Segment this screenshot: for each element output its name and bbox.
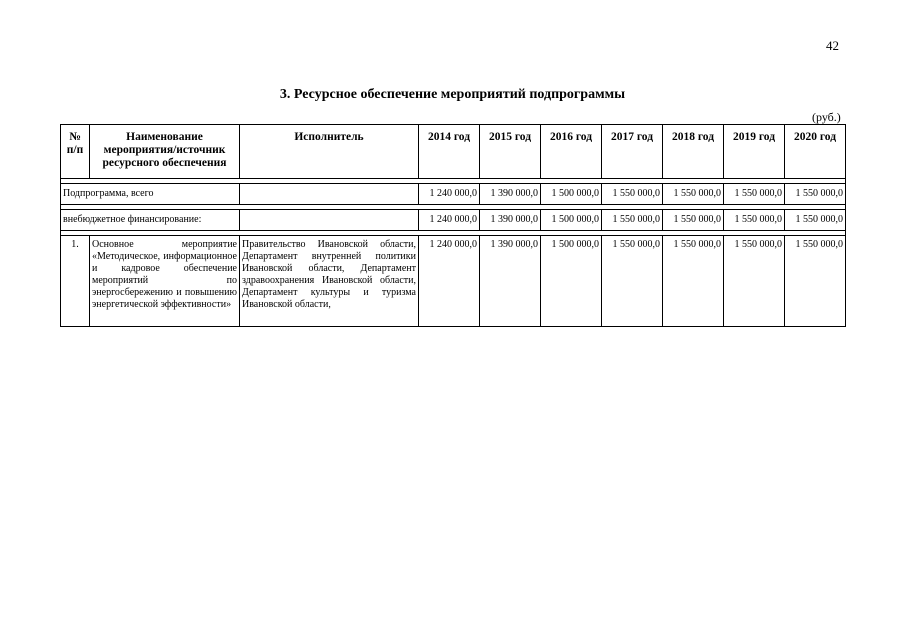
value-cell: 1 240 000,0 [419,210,480,231]
currency-note: (руб.) [812,110,841,124]
header-year: 2015 год [480,125,541,179]
value-cell: 1 390 000,0 [480,236,541,327]
header-year: 2016 год [541,125,602,179]
table-row [61,210,846,231]
value-cell: 1 550 000,0 [724,210,785,231]
table-row [61,236,846,327]
item-number: 1. [61,236,90,327]
value-cell: 1 500 000,0 [541,236,602,327]
header-year: 2017 год [602,125,663,179]
item-executor: Правительство Ивановской области, Департамент внутренней политики Ивановской области, Департамент здравоохранения Ивановской области, Департамент культуры и туризма Ивановской области, [240,236,419,327]
item-name: Основное мероприятие «Методическое, информационное и кадровое обеспечение мероприятий по энергосбережению и повышению энергетической эффективности» [90,236,240,327]
header-year: 2014 год [419,125,480,179]
value-cell: 1 550 000,0 [663,210,724,231]
value-cell: 1 550 000,0 [602,184,663,205]
executor-cell [240,210,419,231]
value-cell: 1 390 000,0 [480,184,541,205]
value-cell: 1 550 000,0 [785,184,846,205]
header-name: Наименование мероприятия/источник ресурсного обеспечения [90,125,240,179]
value-cell: 1 550 000,0 [785,210,846,231]
table-header-row [61,125,846,179]
header-executor: Исполнитель [240,125,419,179]
value-cell: 1 500 000,0 [541,210,602,231]
header-year: 2018 год [663,125,724,179]
section-title: 3. Ресурсное обеспечение мероприятий подпрограммы [279,87,626,102]
value-cell: 1 550 000,0 [602,210,663,231]
header-year: 2020 год [785,125,846,179]
value-cell: 1 550 000,0 [724,184,785,205]
page-number: 42 [826,38,839,53]
value-cell: 1 550 000,0 [724,236,785,327]
value-cell: 1 550 000,0 [663,184,724,205]
value-cell: 1 240 000,0 [419,236,480,327]
header-num: № п/п [61,125,90,179]
executor-cell [240,184,419,205]
row-label: Подпрограмма, всего [61,184,240,205]
row-label: внебюджетное финансирование: [61,210,240,231]
value-cell: 1 550 000,0 [785,236,846,327]
table-row [61,184,846,205]
value-cell: 1 550 000,0 [602,236,663,327]
value-cell: 1 500 000,0 [541,184,602,205]
value-cell: 1 550 000,0 [663,236,724,327]
resource-table [60,124,846,327]
header-year: 2019 год [724,125,785,179]
value-cell: 1 390 000,0 [480,210,541,231]
value-cell: 1 240 000,0 [419,184,480,205]
